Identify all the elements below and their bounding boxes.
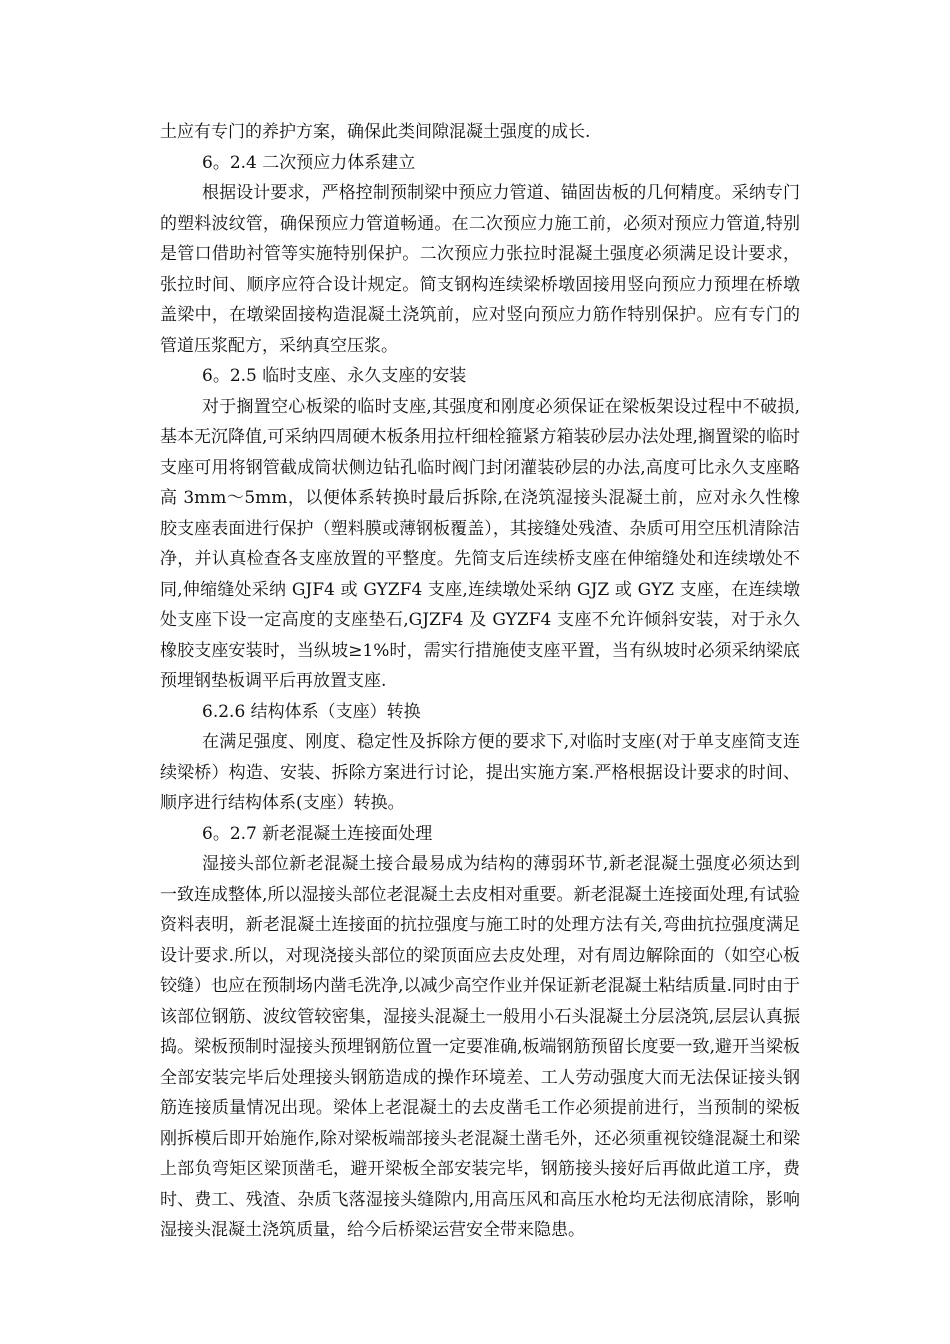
paragraph-prestress-system: 根据设计要求，严格控制预制梁中预应力管道、锚固齿板的几何精度。采纳专门的塑料波纹管，确保预应力管道畅通。在二次预应力施工前，必须对预应力管道,特别是管口借助衬管等实施特别保护。二次预应力张拉时混凝土强度必须满足设计要求，张拉时间、顺序应符合设计规定。简支钢构连续梁桥墩固接用竖向预应力预埋在桥墩盖梁中，在墩梁固接构造混凝土浇筑前，应对竖向预应力筋作特别保护。应有专门的管道压浆配方，采纳真空压浆。: [160, 183, 800, 356]
paragraph-bearing-installation: 对于搁置空心板梁的临时支座,其强度和刚度必须保证在梁板架设过程中不破损,基本无沉降值,可采纳四周硬木板条用拉杆细栓箍紧方箱装砂层办法处理,搁置梁的临时支座可用将钢管截成筒状侧边钻孔临时阀门封闭灌装砂层的办法,高度可比永久支座略高 3mm～5mm，以便体系转换时最后拆除,在浇筑湿接头混凝土前，应对永久性橡胶支座表面进行保护（塑料膜或薄钢板覆盖），其接缝处残渣、杂质可用空压机清除洁净，并认真检查各支座放置的平整度。先简支后连续桥支座在伸缩缝处和连续墩处不同,伸缩缝处采纳 GJF4 或 GYZF4 支座,连续墩处采纳 GJZ 或 GYZ 支座，在连续墩处支座下设一定高度的支座垫石,GJZF4 及 GYZF4 支座不允许倾斜安装，对于永久橡胶支座安装时，当纵坡≥1%时，需实行措施使支座平置，当有纵坡时必须采纳梁底预埋钢垫板调平后再放置支座.: [160, 396, 800, 691]
paragraph-structural-conversion: 在满足强度、刚度、稳定性及拆除方便的要求下,对临时支座(对于单支座简支连续梁桥）构造、安装、拆除方案进行讨论，提出实施方案.严格根据设计要求的时间、顺序进行结构体系(支座）转换。: [160, 732, 800, 813]
section-heading-6-2-7: 6。2.7 新老混凝土连接面处理: [202, 823, 433, 844]
section-heading-6-2-5: 6。2.5 临时支座、永久支座的安装: [202, 366, 467, 386]
paragraph-continuation: 土应有专门的养护方案，确保此类间隙混凝土强度的成长.: [160, 122, 591, 142]
section-heading-6-2-4: 6。2.4 二次预应力体系建立: [202, 152, 416, 173]
paragraph-joint-surface-treatment: 湿接头部位新老混凝土接合最易成为结构的薄弱环节,新老混凝土强度必须达到一致连成整体,所以湿接头部位老混凝土去皮相对重要。新老混凝土连接面处理,有试验资料表明，新老混凝土连接面的抗拉强度与施工时的处理方法有关,弯曲抗拉强度满足设计要求.所以，对现浇接头部位的梁顶面应去皮处理，对有周边解除面的（如空心板铰缝）也应在预制场内凿毛洗净,以减少高空作业并保证新老混凝土粘结质量.同时由于该部位钢筋、波纹管较密集，湿接头混凝土一般用小石头混凝土分层浇筑,层层认真振捣。梁板预制时湿接头预埋钢筋位置一定要准确,板端钢筋预留长度要一致,避开当梁板全部安装完毕后处理接头钢筋造成的操作环境差、工人劳动强度大而无法保证接头钢筋连接质量情况出现。梁体上老混凝土的去皮凿毛工作必须提前进行，当预制的梁板刚拆模后即开始施作,除对梁板端部接头老混凝土凿毛外，还必须重视铰缝混凝土和梁上部负弯矩区梁顶凿毛，避开梁板全部安装完毕，钢筋接头接好后再做此道工序，费时、费工、残渣、杂质飞落湿接头缝隙内,用高压风和高压水枪均无法彻底清除，影响湿接头混凝土浇筑质量，给今后桥梁运营安全带来隐患。: [160, 854, 800, 1240]
section-heading-6-2-6: 6.2.6 结构体系（支座）转换: [202, 701, 421, 722]
document-body: [160, 117, 800, 1246]
